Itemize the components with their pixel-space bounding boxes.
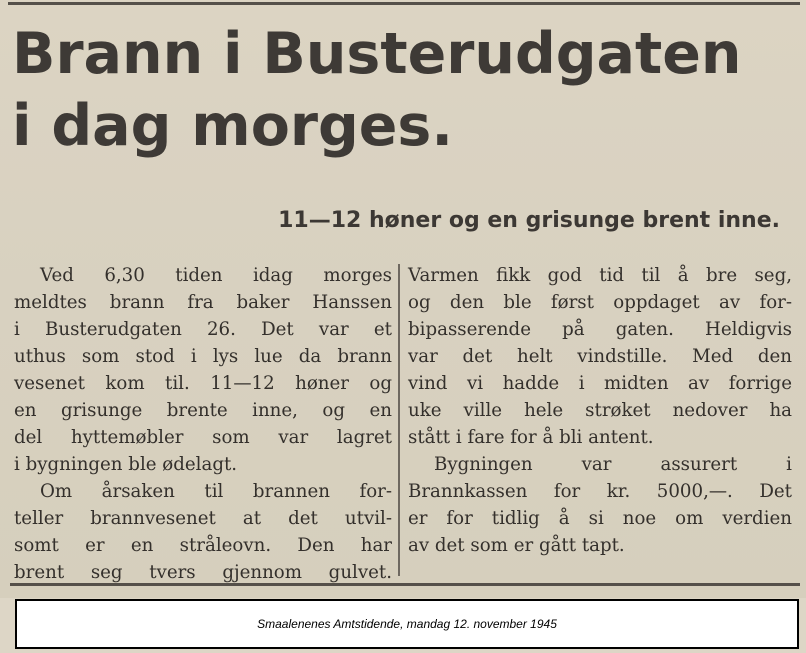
article-column-left: [14, 262, 392, 586]
text-line: var det helt vindstille. Med den: [408, 346, 792, 367]
text-line: meldtes brann fra baker Hanssen: [14, 292, 392, 313]
text-line: teller brannvesenet at det utvil-: [14, 508, 392, 529]
text-line: brent seg tvers gjennom gulvet.: [14, 562, 392, 583]
text-line: og den ble først oppdaget av for-: [408, 292, 792, 313]
headline-line-2: i dag morges.: [12, 93, 453, 159]
source-caption-box: [15, 599, 799, 649]
text-line: somt er en stråleovn. Den har: [14, 535, 392, 556]
text-line: vind vi hadde i midten av forrige: [408, 373, 792, 394]
text-line: stått i fare for å bli antent.: [408, 427, 654, 448]
text-line: Varmen fikk god tid til å bre seg,: [408, 265, 792, 286]
text-line: del hyttemøbler som var lagret: [14, 427, 392, 448]
bottom-rule: [10, 583, 800, 586]
text-line: Ved 6,30 tiden idag morges: [40, 265, 392, 286]
text-line: en grisunge brente inne, og en: [14, 400, 392, 421]
source-caption: Smaalenenes Amtstidende, mandag 12. november 1945: [257, 617, 557, 631]
text-line: Om årsaken til brannen for-: [40, 481, 392, 502]
column-divider: [398, 264, 400, 576]
subheadline: 11—12 høner og en grisunge brent inne.: [278, 208, 780, 233]
text-line: bipasserende på gaten. Heldigvis: [408, 319, 792, 340]
article-column-right: [408, 262, 792, 559]
headline-line-1: Brann i Busterudgaten: [12, 21, 742, 87]
text-line: i Busterudgaten 26. Det var et: [14, 319, 392, 340]
text-line: er for tidlig å si noe om verdien: [408, 508, 792, 529]
text-line: uke ville hele strøket nedover ha: [408, 400, 792, 421]
text-line: uthus som stod i lys lue da brann: [14, 346, 392, 367]
text-line: av det som er gått tapt.: [408, 535, 625, 556]
top-rule: [8, 2, 800, 5]
text-line: Brannkassen for kr. 5000,—. Det: [408, 481, 792, 502]
text-line: Bygningen var assurert i: [434, 454, 792, 475]
text-line: vesenet kom til. 11—12 høner og: [14, 373, 392, 394]
headline: [12, 18, 742, 162]
text-line: i bygningen ble ødelagt.: [14, 454, 238, 475]
